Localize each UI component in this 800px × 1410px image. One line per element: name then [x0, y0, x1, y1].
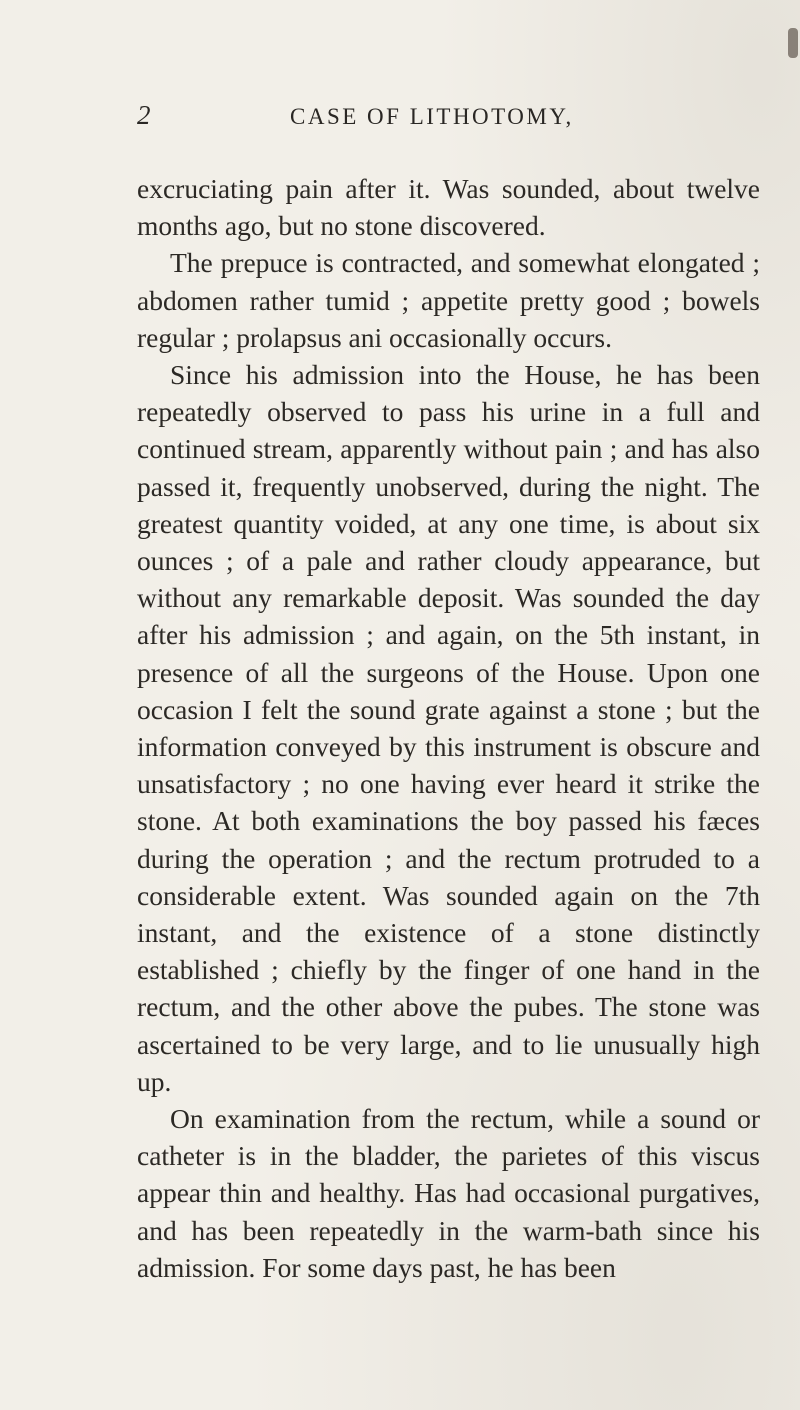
page-number: 2 [137, 100, 151, 130]
running-title: CASE OF LITHOTOMY, [290, 104, 574, 129]
paragraph-3: Since his admission into the House, he has been repeatedly observed to pass his urine in a full and continued stream, apparently without pain ; and has also passed it, frequently unobserved, during the night. The greatest quantity voided, at any one time, is about six ounces ; of a pale and rather cloudy appearance, but without any remarkable deposit. Was sounded the day after his admission ; and again, on the 5th instant, in presence of all the surgeons of the House. Upon one occasion I felt the sound grate against a stone ; but the information conveyed by this instrument is obscure and unsatisfactory ; no one having ever heard it strike the stone. At both examinations the boy passed his fæces during the operation ; and the rectum protruded to a considerable extent. Was sounded again on the 7th instant, and the existence of a stone distinctly established ; chiefly by the finger of one hand in the rectum, and the other above the pubes. The stone was ascertained to be very large, and to lie unusually high up. [137, 359, 760, 1097]
paragraph-2: The prepuce is contracted, and somewhat elongated ; abdomen rather tumid ; appetite pretty good ; bowels regular ; prolapsus ani occasionally occurs. [137, 247, 760, 353]
body-text [137, 170, 760, 1286]
paragraph-1: excruciating pain after it. Was sounded, about twelve months ago, but no stone discovered. [137, 173, 760, 242]
page-header [137, 100, 657, 140]
page-stain [788, 28, 798, 58]
paragraph-4: On examination from the rectum, while a sound or catheter is in the bladder, the parietes of this viscus appear thin and healthy. Has had occasional purgatives, and has been repeatedly in the warm-bath since his admission. For some days past, he has been [137, 1103, 760, 1283]
